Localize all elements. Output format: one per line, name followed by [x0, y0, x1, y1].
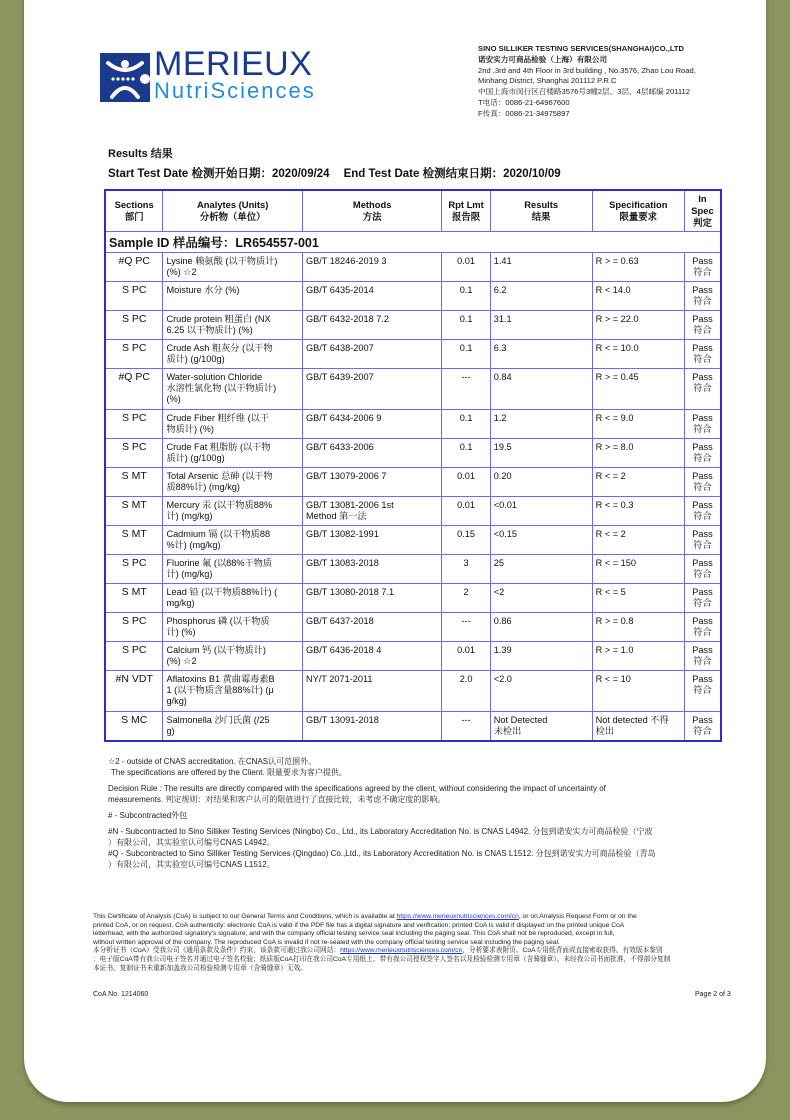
table-row: [105, 369, 721, 410]
rpt-lmt-cell: ---: [442, 712, 490, 741]
end-date-label: End Test Date 检测结束日期：: [343, 168, 504, 180]
terms-link-cn[interactable]: https://www.merieuxnutrisciences.com/cn: [340, 947, 463, 955]
method-cell: GB/T 13091-2018: [302, 712, 442, 741]
result-cell: 0.86: [490, 613, 592, 642]
rpt-lmt-cell: 0.01: [442, 497, 490, 526]
note-qingdao-2: ）有限公司，其实验室认可编号CNAS L1512。: [108, 860, 275, 869]
company-address-en-2: Minhang District, Shanghai 201112 P.R.C: [478, 76, 617, 86]
specification-cell: R < = 5: [592, 584, 684, 613]
method-cell: NY/T 2071-2011: [302, 671, 442, 712]
section-cell: #Q PC: [105, 253, 163, 282]
table-row: [105, 468, 721, 497]
result-cell: 1.41: [490, 253, 592, 282]
table-row: [105, 526, 721, 555]
result-cell: 31.1: [490, 311, 592, 340]
company-phone: T电话：0086-21-64967600: [478, 97, 570, 107]
result-cell: 6.3: [490, 340, 592, 369]
analyte-cell: Aflatoxins B1 黄曲霉毒素B 1 (以干物质含量88%计) (μ g/kg): [163, 671, 303, 712]
in-spec-cell: Pass 符合: [684, 526, 721, 555]
table-row: [105, 311, 721, 340]
specification-cell: R > = 1.0: [592, 642, 684, 671]
notes-section: [108, 756, 728, 870]
note-decision-rule-2: measurements. 判定规则：对结果和客户认可的限值进行了直接比较，未考虑不确定度的影响。: [108, 795, 446, 804]
rpt-lmt-cell: ---: [442, 369, 490, 410]
rpt-lmt-cell: 0.1: [442, 311, 490, 340]
analyte-cell: Fluorine 氟 (以88%干物质 计) (mg/kg): [163, 555, 303, 584]
rpt-lmt-cell: 0.01: [442, 253, 490, 282]
rpt-lmt-cell: 0.15: [442, 526, 490, 555]
analyte-cell: Crude Ash 粗灰分 (以干物 质计) (g/100g): [163, 340, 303, 369]
result-cell: <2.0: [490, 671, 592, 712]
analyte-cell: Salmonella 沙门氏菌 (/25 g): [163, 712, 303, 741]
table-row: [105, 712, 721, 741]
in-spec-cell: Pass 符合: [684, 468, 721, 497]
terms-line-4: without written approval of the company. The reproduced CoA is invalid if not re-sealed with the company official testing service seal including the paging seal.: [93, 938, 560, 946]
table-row: [105, 613, 721, 642]
rpt-lmt-cell: ---: [442, 613, 490, 642]
terms-line-1: This Certificate of Analysis (CoA) is subject to our General Terms and Conditions, which is available at: [93, 913, 397, 920]
specification-cell: R < = 9.0: [592, 410, 684, 439]
start-date-label: Start Test Date 检测开始日期：: [108, 168, 273, 180]
terms-line-5: 本分析证书（CoA）受我公司《通用条款及条件》约束，该条款可通过我公司网站：: [93, 947, 341, 955]
section-cell: S PC: [105, 311, 163, 340]
logo-merieux-text: MERIEUX: [154, 45, 313, 83]
method-cell: GB/T 6433-2006: [302, 439, 442, 468]
analyte-cell: Phosphorus 磷 (以干物质 计) (%): [163, 613, 303, 642]
result-cell: 19.5: [490, 439, 592, 468]
method-cell: GB/T 6435-2014: [302, 282, 442, 311]
specification-cell: R < = 150: [592, 555, 684, 584]
header-methods: Methods 方法: [302, 190, 442, 232]
in-spec-cell: Pass 符合: [684, 712, 721, 741]
sample-id-row: [105, 232, 721, 253]
method-cell: GB/T 13083-2018: [302, 555, 442, 584]
analyte-cell: Crude Fiber 粗纤维 (以干 物质计) (%): [163, 410, 303, 439]
method-cell: GB/T 6432-2018 7.2: [302, 311, 442, 340]
header-rpt-lmt: Rpt Lmt 报告限: [442, 190, 490, 232]
result-cell: <0.01: [490, 497, 592, 526]
analyte-cell: Moisture 水分 (%): [163, 282, 303, 311]
rpt-lmt-cell: 0.1: [442, 439, 490, 468]
section-cell: S PC: [105, 642, 163, 671]
in-spec-cell: Pass 符合: [684, 340, 721, 369]
analyte-cell: Lysine 赖氨酸 (以干物质计) (%) ☆2: [163, 253, 303, 282]
specification-cell: R < = 2: [592, 468, 684, 497]
rpt-lmt-cell: 0.1: [442, 340, 490, 369]
method-cell: GB/T 6437-2018: [302, 613, 442, 642]
sample-id: Sample ID 样品编号：LR654557-001: [105, 232, 721, 253]
in-spec-cell: Pass 符合: [684, 613, 721, 642]
note-ningbo-1: #N - Subcontracted to Sino Silliker Testing Services (Ningbo) Co., Ltd., its Laboratory Accreditation No. is CNAS L4942. 分包到诺安实力可商品检验（宁波: [108, 827, 653, 836]
result-cell: Not Detected 未检出: [490, 712, 592, 741]
company-fax: F传真：0086-21-34975897: [478, 108, 570, 118]
method-cell: GB/T 6439-2007: [302, 369, 442, 410]
method-cell: GB/T 6434-2006 9: [302, 410, 442, 439]
in-spec-cell: Pass 符合: [684, 555, 721, 584]
table-row: [105, 410, 721, 439]
result-cell: 25: [490, 555, 592, 584]
table-row: [105, 340, 721, 369]
in-spec-cell: Pass 符合: [684, 282, 721, 311]
company-address-en-1: 2nd ,3rd and 4th Floor in 3rd building , No.3576, Zhao Lou Road,: [478, 65, 696, 75]
section-cell: S MT: [105, 497, 163, 526]
note-ningbo-2: ）有限公司，其实验室认可编号CNAS L4942。: [108, 838, 275, 847]
section-cell: #Q PC: [105, 369, 163, 410]
terms-line-7: 本证书。复制证书未重新加盖我公司检验检测专用章（含骑缝章）无效。: [93, 964, 307, 972]
section-cell: S PC: [105, 439, 163, 468]
section-cell: S PC: [105, 340, 163, 369]
result-cell: 0.20: [490, 468, 592, 497]
specification-cell: R > = 0.8: [592, 613, 684, 642]
analyte-cell: Water-solution Chloride 水溶性氯化物 (以干物质计) (%): [163, 369, 303, 410]
section-cell: #N VDT: [105, 671, 163, 712]
specification-cell: R < 14.0: [592, 282, 684, 311]
header-sections: Sections 部门: [105, 190, 163, 232]
note-qingdao-1: #Q - Subcontracted to Sino Silliker Testing Services (Qingdao) Co.,Ltd., its Laboratory Accreditation No. is CNAS L1512. 分包到诺安实力可商品检验（青岛: [108, 849, 656, 858]
terms-section: This Certificate of Analysis (CoA) is subject to our General Terms and Conditions, which is available at https://www.merieuxnutrisciences.com/cn, or on Analysis Request Form or on the printed CoA, or on request. CoA authenticity: electronic CoA is valid if the PDF file has a digital signature and verification; printed CoA is valid if displayed on the printed unique CoA letterhead, with the authorized signatory's signature, and with the company official testing service seal including the paging seal. This CoA shall not be reproduced, except in full, without written approval of the company. The reproduced CoA is invalid if not re-sealed with the company official testing service seal including the paging seal. 本分析证书（CoA）受我公司《通用条款及条件》约束，该条款可通过我公司网站：https://www.merieuxnutrisciences.com/cn，分析要求表附页、CoA专用纸背面或直接索取获得。有效版本鉴别 ：电子版CoA带有我公司电子签名并通过电子签名校验；纸质版CoA打印在我公司CoA专用纸上、带有我公司授权签字人签名以及检验检测专用章（含骑缝章）。未经我公司书面批准，不得部分复制 本证书。复制证书未重新加盖我公司检验检测专用章（含骑缝章）无效。: [93, 913, 743, 973]
terms-line-3: letterhead, with the authorized signatory's signature, and with the company official testing service seal including the paging seal. This CoA shall not be reproduced, except in full,: [93, 930, 615, 938]
header-in-spec: In Spec 判定: [684, 190, 721, 232]
section-cell: S MC: [105, 712, 163, 741]
section-cell: S MT: [105, 468, 163, 497]
analyte-cell: Crude Fat 粗脂肪 (以干物 质计) (g/100g): [163, 439, 303, 468]
table-row: [105, 555, 721, 584]
in-spec-cell: Pass 符合: [684, 439, 721, 468]
terms-line-2: printed CoA, or on request. CoA authenticity: electronic CoA is valid if the PDF file has a digital signature and verification; printed CoA is valid if displayed on the printed unique CoA: [93, 921, 625, 929]
method-cell: GB/T 13079-2006 7: [302, 468, 442, 497]
result-cell: 0.84: [490, 369, 592, 410]
in-spec-cell: Pass 符合: [684, 671, 721, 712]
table-row: [105, 497, 721, 526]
table-row: [105, 671, 721, 712]
analyte-cell: Cadmium 镉 (以干物质88 %计) (mg/kg): [163, 526, 303, 555]
rpt-lmt-cell: 2.0: [442, 671, 490, 712]
test-dates: [108, 167, 561, 181]
results-title: Results 结果: [108, 148, 173, 160]
result-cell: 6.2: [490, 282, 592, 311]
note-subcontracted: # - Subcontracted外包: [108, 811, 188, 820]
analyte-cell: Mercury 汞 (以干物质88% 计) (mg/kg): [163, 497, 303, 526]
note-decision-rule-1: Decision Rule : The results are directly compared with the specifications agreed by the client, without considering the impact of uncertainty of: [108, 784, 606, 793]
specification-cell: R > = 0.45: [592, 369, 684, 410]
specification-cell: R < = 0.3: [592, 497, 684, 526]
table-row: [105, 282, 721, 311]
specification-cell: R > = 0.63: [592, 253, 684, 282]
table-row: [105, 642, 721, 671]
specification-cell: Not detected 不得 检出: [592, 712, 684, 741]
result-cell: 1.39: [490, 642, 592, 671]
analyte-cell: Calcium 钙 (以干物质计) (%) ☆2: [163, 642, 303, 671]
table-header-row: [105, 190, 721, 232]
merieux-logo: [100, 45, 316, 105]
rpt-lmt-cell: 0.1: [442, 282, 490, 311]
specification-cell: R > = 22.0: [592, 311, 684, 340]
in-spec-cell: Pass 符合: [684, 253, 721, 282]
specification-cell: R < = 2: [592, 526, 684, 555]
end-date-value: 2020/10/09: [503, 168, 561, 180]
in-spec-cell: Pass 符合: [684, 642, 721, 671]
result-cell: 1.2: [490, 410, 592, 439]
analyte-cell: Lead 铅 (以干物质88%计) ( mg/kg): [163, 584, 303, 613]
method-cell: GB/T 13080-2018 7.1: [302, 584, 442, 613]
table-row: [105, 439, 721, 468]
results-table: [104, 189, 722, 742]
result-cell: <0.15: [490, 526, 592, 555]
rpt-lmt-cell: 0.1: [442, 410, 490, 439]
in-spec-cell: Pass 符合: [684, 410, 721, 439]
method-cell: GB/T 6436-2018 4: [302, 642, 442, 671]
company-address-cn: 中国上海市闵行区召楼路3576号3幢2层、3层、4层邮编 201112: [478, 87, 690, 97]
method-cell: GB/T 13082-1991: [302, 526, 442, 555]
method-cell: GB/T 13081-2006 1st Method 第一法: [302, 497, 442, 526]
specification-cell: R < = 10: [592, 671, 684, 712]
section-cell: S MT: [105, 584, 163, 613]
method-cell: GB/T 18246-2019 3: [302, 253, 442, 282]
page-number: Page 2 of 3: [695, 991, 731, 998]
section-cell: S PC: [105, 613, 163, 642]
header-analytes: Analytes (Units) 分析物（单位）: [163, 190, 303, 232]
result-cell: <2: [490, 584, 592, 613]
specification-cell: R > = 8.0: [592, 439, 684, 468]
company-name-cn: 诺安实力可商品检验（上海）有限公司: [478, 54, 608, 64]
coa-number: CoA No. 1214060: [93, 991, 149, 998]
rpt-lmt-cell: 0.01: [442, 642, 490, 671]
section-cell: S PC: [105, 282, 163, 311]
section-cell: S PC: [105, 410, 163, 439]
rpt-lmt-cell: 3: [442, 555, 490, 584]
table-row: [105, 253, 721, 282]
in-spec-cell: Pass 符合: [684, 584, 721, 613]
in-spec-cell: Pass 符合: [684, 311, 721, 340]
rpt-lmt-cell: 2: [442, 584, 490, 613]
start-date-value: 2020/09/24: [272, 168, 330, 180]
results-header: [108, 147, 561, 181]
section-cell: S MT: [105, 526, 163, 555]
note-star2: ☆2 - outside of CNAS accreditation. 在CNAS认可范围外。: [108, 757, 317, 766]
analyte-cell: Crude protein 粗蛋白 (NX 6.25 以干物质计) (%): [163, 311, 303, 340]
logo-nutrisciences-text: NutriSciences: [154, 78, 316, 103]
header-results: Results 结果: [490, 190, 592, 232]
in-spec-cell: Pass 符合: [684, 497, 721, 526]
method-cell: GB/T 6438-2007: [302, 340, 442, 369]
terms-link[interactable]: https://www.merieuxnutrisciences.com/cn: [396, 913, 519, 920]
in-spec-cell: Pass 符合: [684, 369, 721, 410]
terms-line-6: ：电子版CoA带有我公司电子签名并通过电子签名校验；纸质版CoA打印在我公司CoA专用纸上、带有我公司授权签字人签名以及检验检测专用章（含骑缝章）。未经我公司书面批准，不得部分复制: [93, 955, 671, 963]
company-info: [478, 44, 696, 120]
merieux-person-icon: [100, 53, 150, 102]
analyte-cell: Total Arsenic 总砷 (以干物 质88%计) (mg/kg): [163, 468, 303, 497]
header-specification: Specification 限量要求: [592, 190, 684, 232]
rpt-lmt-cell: 0.01: [442, 468, 490, 497]
company-name-en: SINO SILLIKER TESTING SERVICES(SHANGHAI)CO.,LTD: [478, 44, 685, 53]
table-row: [105, 584, 721, 613]
note-client-spec: The specifications are offered by the Client. 限量要求为客户提供。: [111, 768, 347, 777]
section-cell: S PC: [105, 555, 163, 584]
specification-cell: R < = 10.0: [592, 340, 684, 369]
